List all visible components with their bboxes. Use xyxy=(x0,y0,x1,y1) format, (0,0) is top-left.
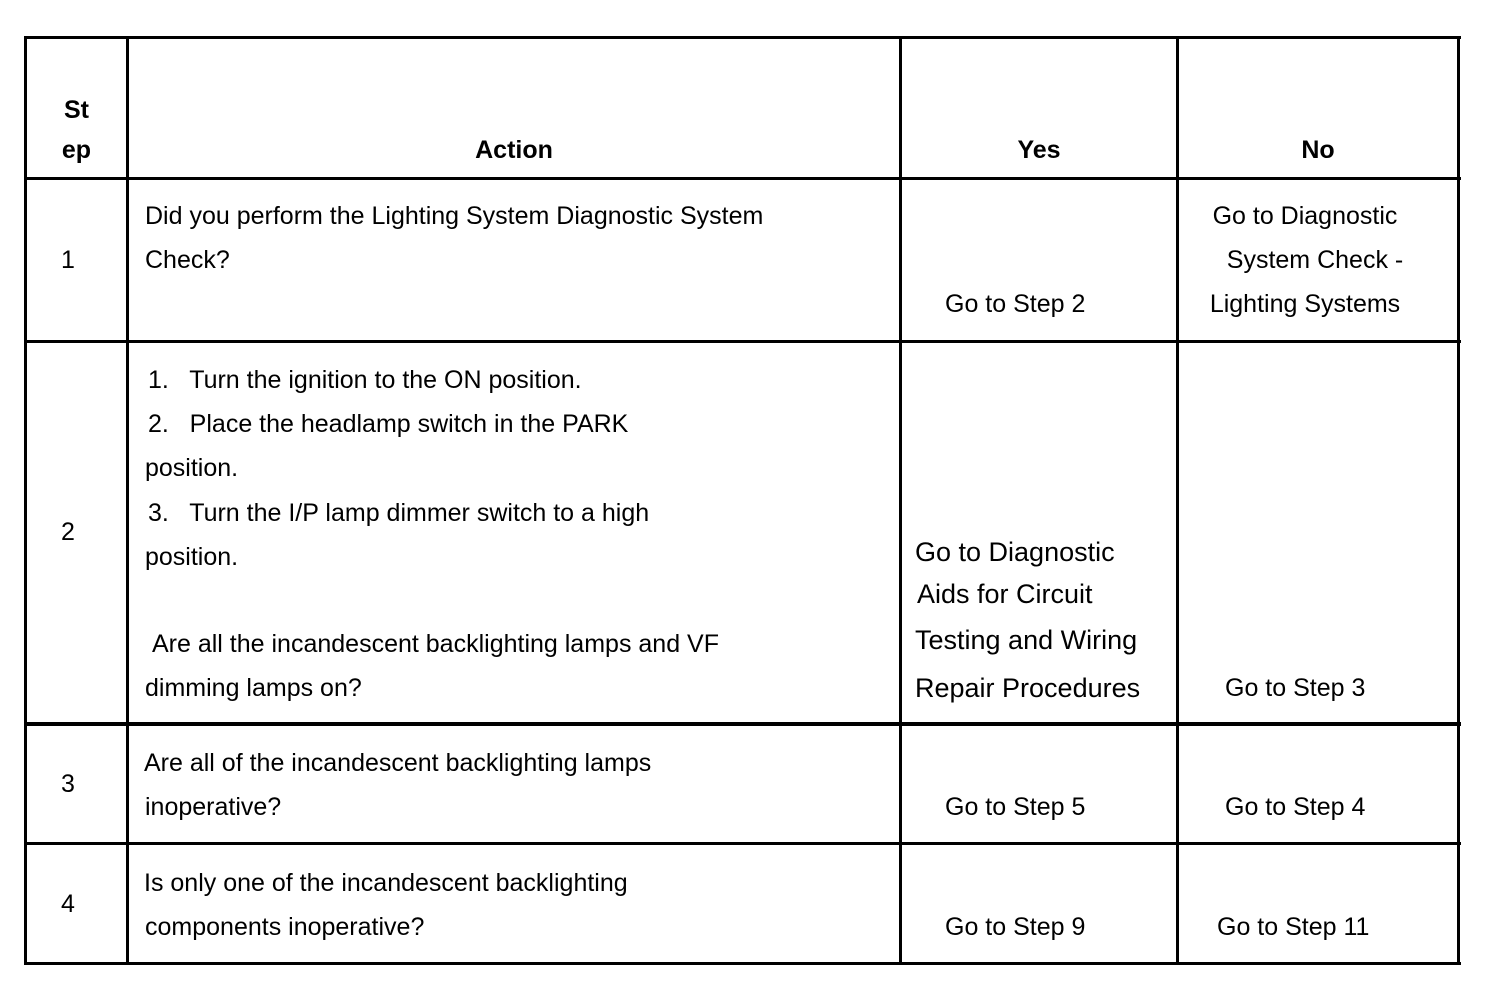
action-text-line: Are all the incandescent backlighting lamps and VF xyxy=(152,630,719,658)
table-border-top xyxy=(24,36,1461,39)
action-text-line: Check? xyxy=(145,246,230,274)
yes-text-line: Go to Step 5 xyxy=(945,793,1086,821)
row-divider-3 xyxy=(24,842,1461,845)
action-text-line: position. xyxy=(145,454,239,482)
action-text-line: Is only one of the incandescent backlighting xyxy=(144,869,628,897)
header-divider xyxy=(24,177,1461,180)
yes-text-line: Testing and Wiring xyxy=(915,625,1138,655)
action-text-line: Are all of the incandescent backlighting lamps xyxy=(144,749,652,777)
no-text-line: Go to Step 4 xyxy=(1225,793,1366,821)
action-text-line: 2. Place the headlamp switch in the PARK xyxy=(148,410,629,438)
yes-text-line: Repair Procedures xyxy=(915,673,1141,703)
action-text-line: 1. Turn the ignition to the ON position. xyxy=(148,366,582,394)
column-divider-yes xyxy=(1176,36,1179,965)
action-text-line: dimming lamps on? xyxy=(145,674,362,702)
header-step-line1: St xyxy=(64,96,89,124)
row-divider-1 xyxy=(24,340,1461,343)
column-divider-action xyxy=(899,36,902,965)
header-action: Action xyxy=(475,136,553,164)
yes-text-line: Go to Step 9 xyxy=(945,913,1086,941)
action-text-line: components inoperative? xyxy=(145,913,425,941)
header-yes: Yes xyxy=(1017,136,1061,164)
action-text-line: 3. Turn the I/P lamp dimmer switch to a high xyxy=(148,499,650,527)
no-text-line: System Check - xyxy=(1226,246,1404,274)
no-text-line: Go to Step 11 xyxy=(1217,913,1370,941)
action-text-line: Did you perform the Lighting System Diagnostic System xyxy=(145,202,764,230)
no-text-line: Go to Diagnostic xyxy=(1212,202,1398,230)
yes-text-line: Aids for Circuit xyxy=(917,579,1093,609)
action-text-line: position. xyxy=(145,543,239,571)
no-text-line: Lighting Systems xyxy=(1209,290,1401,318)
step-number: 3 xyxy=(61,770,75,798)
no-text-line: Go to Step 3 xyxy=(1225,674,1366,702)
table-border-left xyxy=(24,36,27,965)
table-border-bottom xyxy=(24,962,1461,965)
yes-text-line: Go to Step 2 xyxy=(945,290,1086,318)
header-step-line2: ep xyxy=(61,136,92,164)
step-number: 1 xyxy=(61,246,75,274)
table-border-right xyxy=(1457,36,1460,965)
yes-text-line: Go to Diagnostic xyxy=(915,537,1115,567)
header-no: No xyxy=(1301,136,1335,164)
action-text-line: inoperative? xyxy=(145,793,282,821)
column-divider-step xyxy=(126,36,129,965)
step-number: 4 xyxy=(61,890,75,918)
row-divider-2 xyxy=(24,722,1461,726)
step-number: 2 xyxy=(61,518,75,546)
